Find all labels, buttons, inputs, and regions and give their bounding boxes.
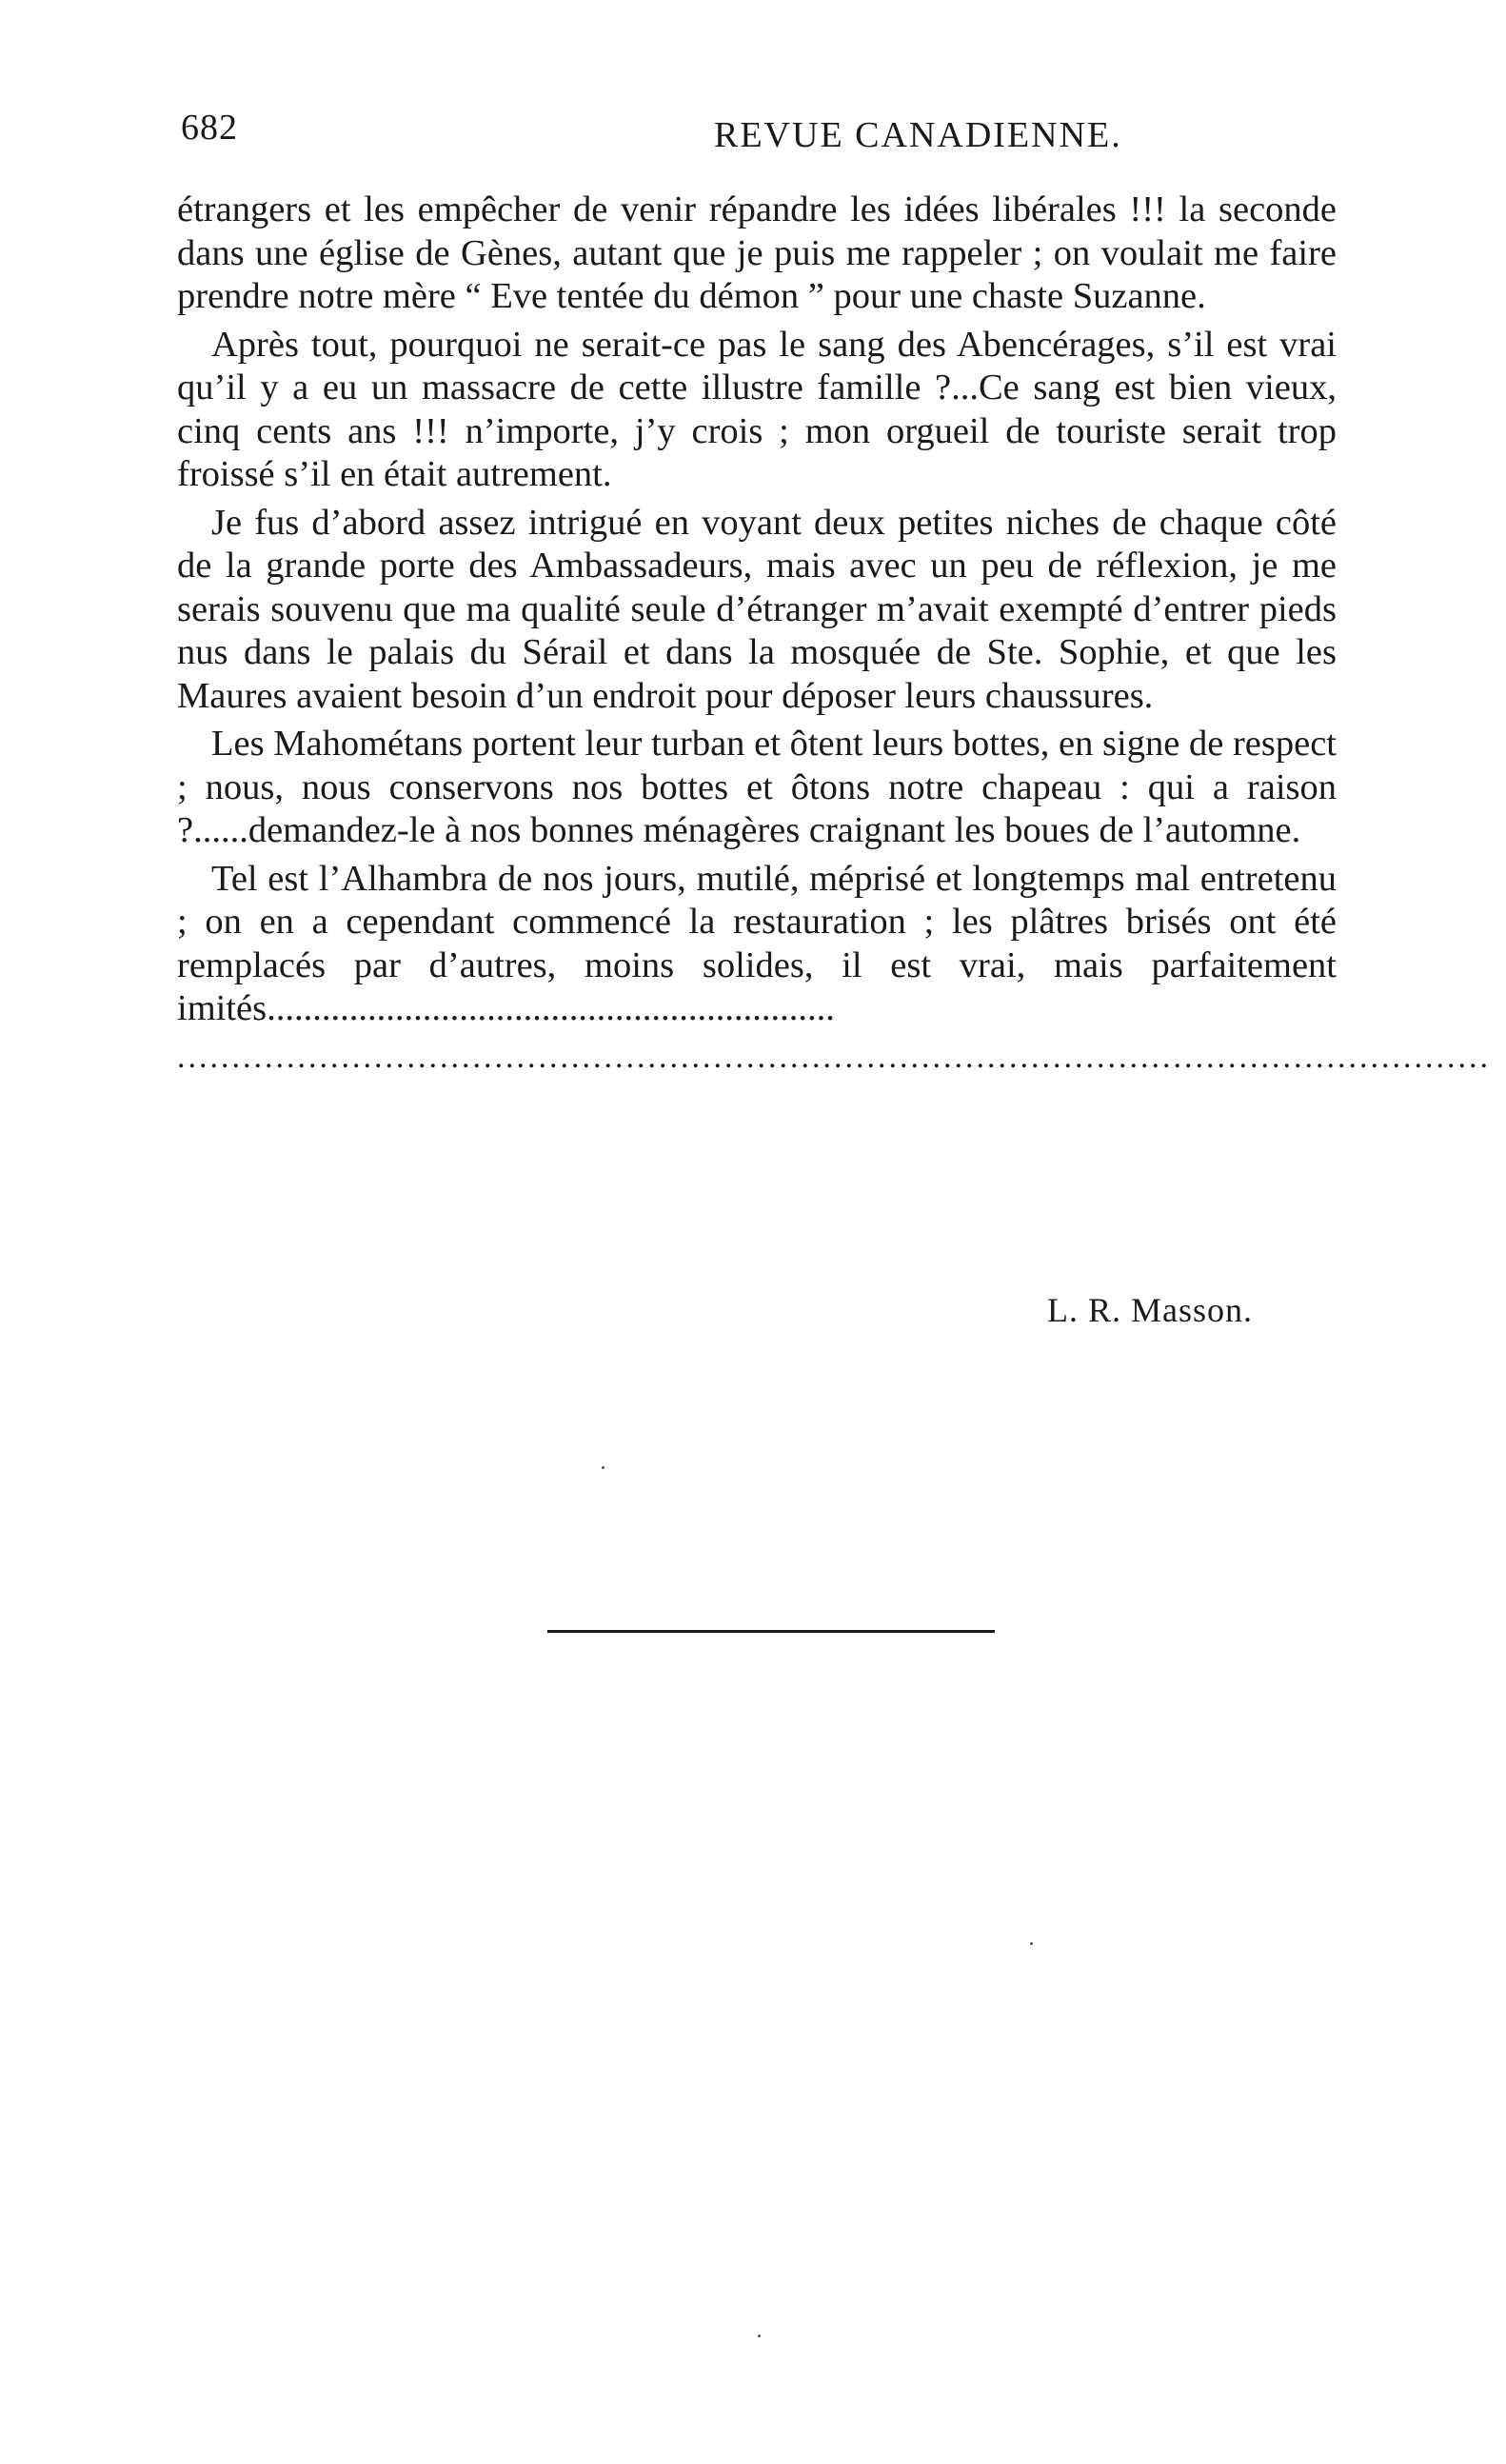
- paragraph: Les Mahométans portent leur turban et ôtent leurs bottes, en signe de respect ; nous, nous conservons nos bottes et ôtons notre chapeau : qui a raison ?......demandez-le à nos bonnes ménagères craignant les boues de l’automne.: [177, 724, 1337, 850]
- paper-speck: [1030, 1942, 1033, 1945]
- page-number: 682: [181, 108, 238, 148]
- paragraph: Tel est l’Alhambra de nos jours, mutilé, méprisé et longtemps mal entretenu ; on en a cependant commencé la restauration ; les plâtres brisés ont été remplacés par d’autres, moins solides, il est vrai, mais parfaitement imités..............................................................: [177, 858, 1337, 1028]
- paragraph: Après tout, pourquoi ne serait-ce pas le sang des Abencérages, s’il est vrai qu’il y a eu un massacre de cette illustre famille ?...Ce sang est bien vieux, cinq cents ans !!! n’importe, j’y crois ; mon orgueil de touriste serait trop froissé s’il en était autrement.: [177, 324, 1337, 494]
- running-title: REVUE CANADIENNE.: [714, 115, 1122, 155]
- paragraph: étrangers et les empêcher de venir répandre les idées libérales !!! la seconde dans une église de Gènes, autant que je puis me rappeler ; on voulait me faire prendre notre mère “ Eve tentée du démon ” pour une chaste Suzanne.: [177, 189, 1337, 316]
- paragraph: Je fus d’abord assez intrigué en voyant deux petites niches de chaque côté de la grande porte des Ambassadeurs, mais avec un peu de réflexion, je me serais souvenu que ma qualité seule d’étranger m’avait exempté d’entrer pieds nus dans le palais du Sérail et dans la mosquée de Ste. Sophie, et que les Maures avaient besoin d’un endroit pour déposer leurs chaussures.: [177, 502, 1337, 716]
- article-body: [177, 189, 1491, 1079]
- author-signature: L. R. Masson.: [1047, 1291, 1254, 1329]
- paper-speck: [758, 2335, 761, 2337]
- paper-speck: [602, 1466, 604, 1469]
- section-separator-rule: [547, 1630, 995, 1633]
- page-header: [181, 107, 1352, 164]
- ellipsis-line: ........................................................................................................................: [177, 1039, 1491, 1075]
